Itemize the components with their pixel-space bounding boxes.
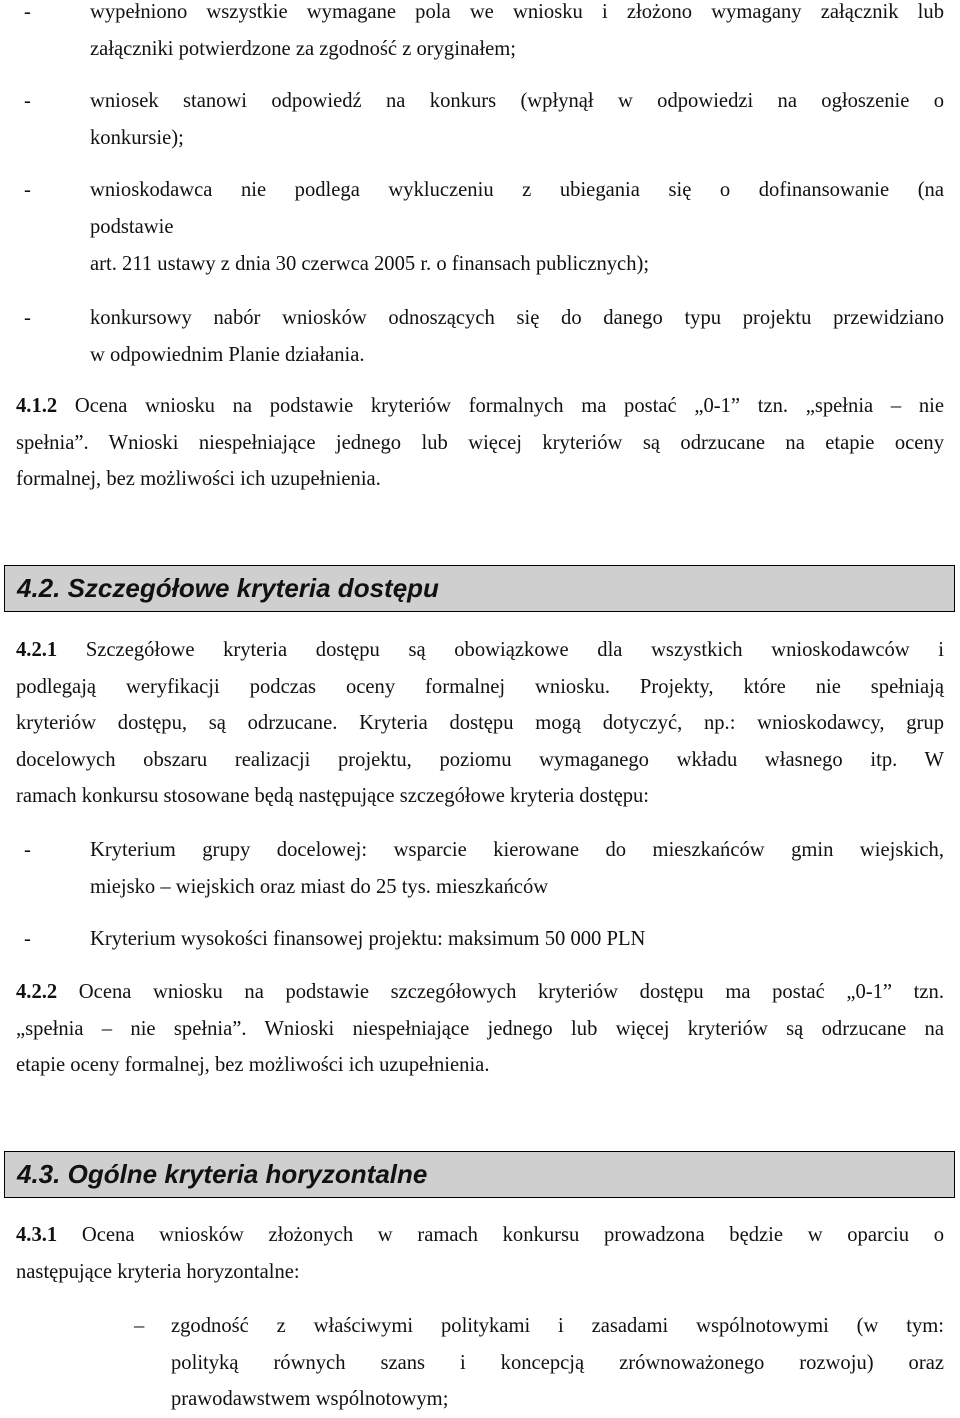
text-line: spełnia”. Wnioski niespełniające jednego lub więcej kryteriów są odrzucane na etapie oceny [16,431,944,454]
text-line: prawodawstwem wspólnotowym; [171,1388,449,1410]
section-heading-4-2: 4.2. Szczegółowe kryteria dostępu [4,565,955,612]
text-line: wypełniono wszystkie wymagane pola we wniosku i złożono wymagany załącznik lub [90,1,944,23]
list-marker: - [24,179,31,201]
text-line: konkursowy nabór wniosków odnoszących się do danego typu projektu przewidziano [90,307,944,329]
text-line: w odpowiednim Planie działania. [90,343,365,366]
list-marker: - [24,307,31,329]
text-line: Kryterium wysokości finansowej projektu: maksimum 50 000 PLN [90,928,646,950]
section-number: 4.2.1 [16,639,58,661]
text-line: art. 211 ustawy z dnia 30 czerwca 2005 r. o finansach publicznych); [90,253,650,275]
text-line: ramach konkursu stosowane będą następujące szczegółowe kryteria dostępu: [16,785,650,807]
text-line: „spełnia – nie spełnia”. Wnioski niespełniające jednego lub więcej kryteriów są odrzucane na [16,1017,944,1040]
section-number: 4.2.2 [16,981,58,1003]
text-line: podstawie [90,215,174,238]
paragraph-4-2-2 [16,974,944,1084]
paragraph-4-2-1 [16,632,944,815]
text-line: następujące kryteria horyzontalne: [16,1260,300,1283]
paragraph-4-3-1 [16,1217,944,1290]
text-line: Ocena wniosków złożonych w ramach konkursu prowadzona będzie w oparciu o [57,1224,944,1246]
text-line: wnioskodawca nie podlega wykluczeniu z ubiegania się o dofinansowanie (na [90,179,944,201]
text-line: wniosek stanowi odpowiedź na konkurs (wpłynął w odpowiedzi na ogłoszenie o [90,90,944,112]
text-line: miejsko – wiejskich oraz miast do 25 tys. mieszkańców [90,875,549,898]
text-line: docelowych obszaru realizacji projektu, poziomu wymaganego wkładu własnego itp. W [16,748,944,771]
text-line: Ocena wniosku na podstawie kryteriów formalnych ma postać „0-1” tzn. „spełnia – nie [57,395,944,417]
list-marker: - [24,839,31,861]
text-line: Ocena wniosku na podstawie szczegółowych kryteriów dostępu ma postać „0-1” tzn. [57,981,944,1003]
text-line: Szczegółowe kryteria dostępu są obowiązkowe dla wszystkich wnioskodawców i [57,639,944,661]
section-number: 4.3.1 [16,1224,58,1246]
list-marker: – [134,1315,145,1337]
list-marker: - [24,1,31,23]
text-line: etapie oceny formalnej, bez możliwości ich uzupełnienia. [16,1054,490,1076]
list-marker: - [24,928,31,950]
text-line: polityką równych szans i koncepcją zrównoważonego rozwoju) oraz [171,1351,944,1374]
text-line: kryteriów dostępu, są odrzucane. Kryteria dostępu mogą dotyczyć, np.: wnioskodawcy, grup [16,712,944,734]
text-line: konkursie); [90,126,184,149]
text-line: formalnej, bez możliwości ich uzupełnienia. [16,468,381,490]
text-line: podlegają weryfikacji podczas oceny formalnej wniosku. Projekty, które nie spełniają [16,675,944,698]
text-line: załączniki potwierdzone za zgodność z oryginałem; [90,37,516,60]
list-marker: - [24,90,31,112]
section-heading-4-3: 4.3. Ogólne kryteria horyzontalne [4,1151,955,1198]
section-number: 4.1.2 [16,395,58,417]
text-line: Kryterium grupy docelowej: wsparcie kierowane do mieszkańców gmin wiejskich, [90,839,944,861]
paragraph-4-1-2 [16,388,944,498]
text-line: zgodność z właściwymi politykami i zasadami wspólnotowymi (w tym: [171,1315,944,1337]
